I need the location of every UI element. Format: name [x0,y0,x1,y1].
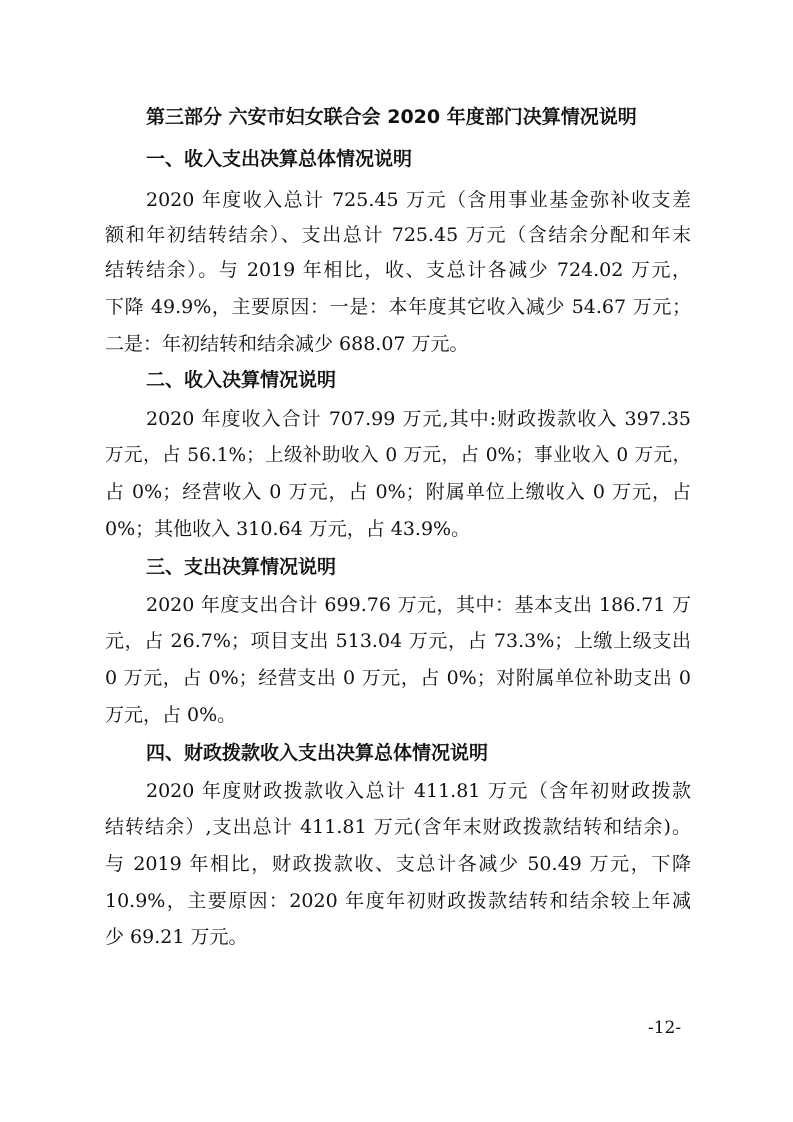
paragraph-line: 2020 年度支出合计 699.76 万元，其中：基本支出 186.71 万 [146,594,691,616]
page-number: -12- [648,1018,682,1038]
paragraph-line: 元，占 26.7%；项目支出 513.04 万元，占 73.3%；上缴上级支出 [105,630,691,652]
paragraph-line: 万元，占 0%。 [105,704,237,726]
section-heading-fiscal-appropriation: 四、财政拨款收入支出决算总体情况说明 [146,742,489,764]
paragraph-line: 二是：年初结转和结余减少 688.07 万元。 [105,333,469,355]
paragraph-line: 2020 年度财政拨款收入总计 411.81 万元（含年初财政拨款 [146,780,691,802]
paragraph-line: 结转结余）。与 2019 年相比，收、支总计各减少 724.02 万元， [105,259,691,281]
paragraph-line: 2020 年度收入合计 707.99 万元,其中:财政拨款收入 397.35 [146,408,691,430]
paragraph-line: 10.9%，主要原因：2020 年度年初财政拨款结转和结余较上年减 [105,890,691,912]
paragraph-line: 结转结余）,支出总计 411.81 万元(含年末财政拨款结转和结余)。 [105,816,691,838]
paragraph-line: 2020 年度收入总计 725.45 万元（含用事业基金弥补收支差 [146,189,691,211]
paragraph-line: 0 万元，占 0%；经营支出 0 万元，占 0%；对附属单位补助支出 0 [105,667,691,689]
paragraph-line: 与 2019 年相比，财政拨款收、支总计各减少 50.49 万元，下降 [105,853,691,875]
paragraph-line: 下降 49.9%，主要原因：一是：本年度其它收入减少 54.67 万元； [105,296,691,318]
paragraph-line: 万元，占 56.1%；上级补助收入 0 万元，占 0%；事业收入 0 万元， [105,445,691,466]
section-heading-expenditure: 三、支出决算情况说明 [146,556,337,578]
page-title: 第三部分 六安市妇女联合会 2020 年度部门决算情况说明 [146,106,637,128]
paragraph-line: 占 0%；经营收入 0 万元，占 0%；附属单位上缴收入 0 万元，占 [105,481,691,503]
section-heading-income: 二、收入决算情况说明 [146,369,337,391]
paragraph-line: 额和年初结转结余）、支出总计 725.45 万元（含结余分配和年末 [105,224,691,246]
paragraph-line: 0%；其他收入 310.64 万元，占 43.9%。 [105,518,471,540]
paragraph-line: 少 69.21 万元。 [105,926,248,948]
section-heading-income-expenditure-overview: 一、收入支出决算总体情况说明 [146,148,413,170]
